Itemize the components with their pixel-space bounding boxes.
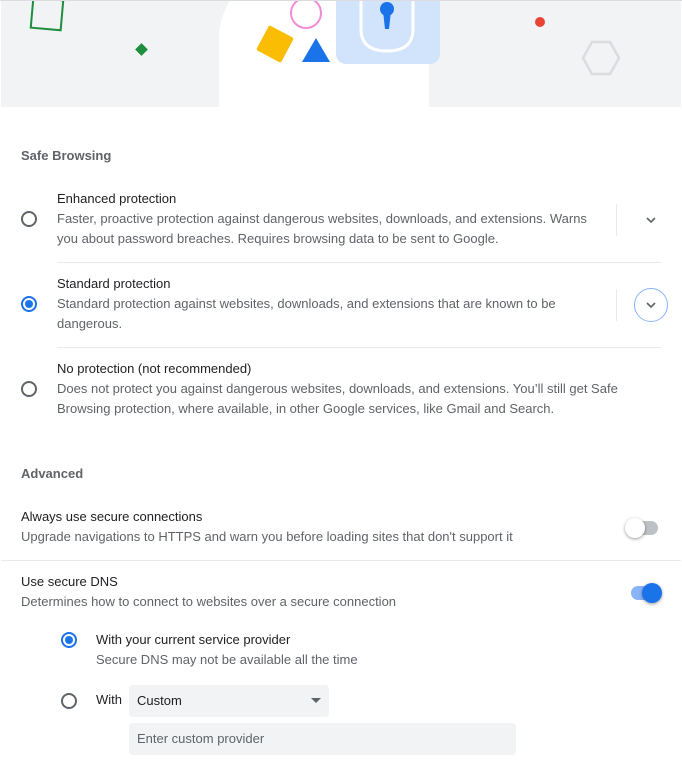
enhanced-protection-expand-button[interactable] xyxy=(634,203,668,237)
safe-browsing-illustration-icon xyxy=(1,1,681,107)
safe-browsing-heading: Safe Browsing xyxy=(21,148,112,163)
custom-provider-select-value: Custom xyxy=(137,693,182,708)
custom-provider-input[interactable] xyxy=(129,723,516,755)
divider xyxy=(57,347,661,348)
standard-protection-desc-line1: Standard protection against websites, downloads, and extensions that are known to be xyxy=(57,296,556,311)
standard-protection-desc-line2: dangerous. xyxy=(57,316,123,331)
secure-dns-title: Use secure DNS xyxy=(21,574,118,589)
current-provider-radio[interactable] xyxy=(61,632,77,648)
secure-dns-desc: Determines how to connect to websites over a secure connection xyxy=(21,594,397,609)
divider xyxy=(1,560,681,561)
no-protection-desc-line1: Does not protect you against dangerous websites, downloads, and extensions. You’ll still get Safe xyxy=(57,381,618,396)
enhanced-protection-desc-line2: you about password breaches. Requires browsing data to be sent to Google. xyxy=(57,231,499,246)
standard-protection-title: Standard protection xyxy=(57,276,171,291)
current-provider-desc: Secure DNS may not be available all the time xyxy=(96,652,358,667)
divider xyxy=(616,204,617,236)
chevron-down-icon xyxy=(644,298,658,312)
secure-connections-toggle[interactable] xyxy=(627,518,661,538)
standard-protection-expand-button[interactable] xyxy=(634,288,668,322)
custom-provider-select[interactable] xyxy=(129,685,329,717)
secure-dns-toggle[interactable] xyxy=(628,583,662,603)
toggle-knob xyxy=(625,518,645,538)
no-protection-title: No protection (not recommended) xyxy=(57,361,252,376)
custom-provider-input-placeholder: Enter custom provider xyxy=(137,731,265,746)
secure-connections-title: Always use secure connections xyxy=(21,509,203,524)
safe-browsing-banner xyxy=(1,1,681,107)
divider xyxy=(57,262,661,263)
advanced-heading: Advanced xyxy=(21,466,84,481)
enhanced-protection-title: Enhanced protection xyxy=(57,191,177,206)
toggle-knob xyxy=(642,583,662,603)
enhanced-protection-radio[interactable] xyxy=(21,211,37,227)
divider xyxy=(616,289,617,321)
custom-provider-radio[interactable] xyxy=(61,693,77,709)
no-protection-radio[interactable] xyxy=(21,381,37,397)
dropdown-caret-icon xyxy=(311,698,321,703)
secure-connections-desc: Upgrade navigations to HTTPS and warn you before loading sites that don't support it xyxy=(21,529,513,544)
no-protection-desc-line2: Browsing protection, where available, in other Google services, like Gmail and Search. xyxy=(57,401,555,416)
enhanced-protection-desc-line1: Faster, proactive protection against dangerous websites, downloads, and extensions. Warns xyxy=(57,211,587,226)
standard-protection-radio[interactable] xyxy=(21,296,37,312)
chevron-down-icon xyxy=(644,213,658,227)
custom-provider-label: With xyxy=(96,692,122,707)
current-provider-title: With your current service provider xyxy=(96,632,291,647)
